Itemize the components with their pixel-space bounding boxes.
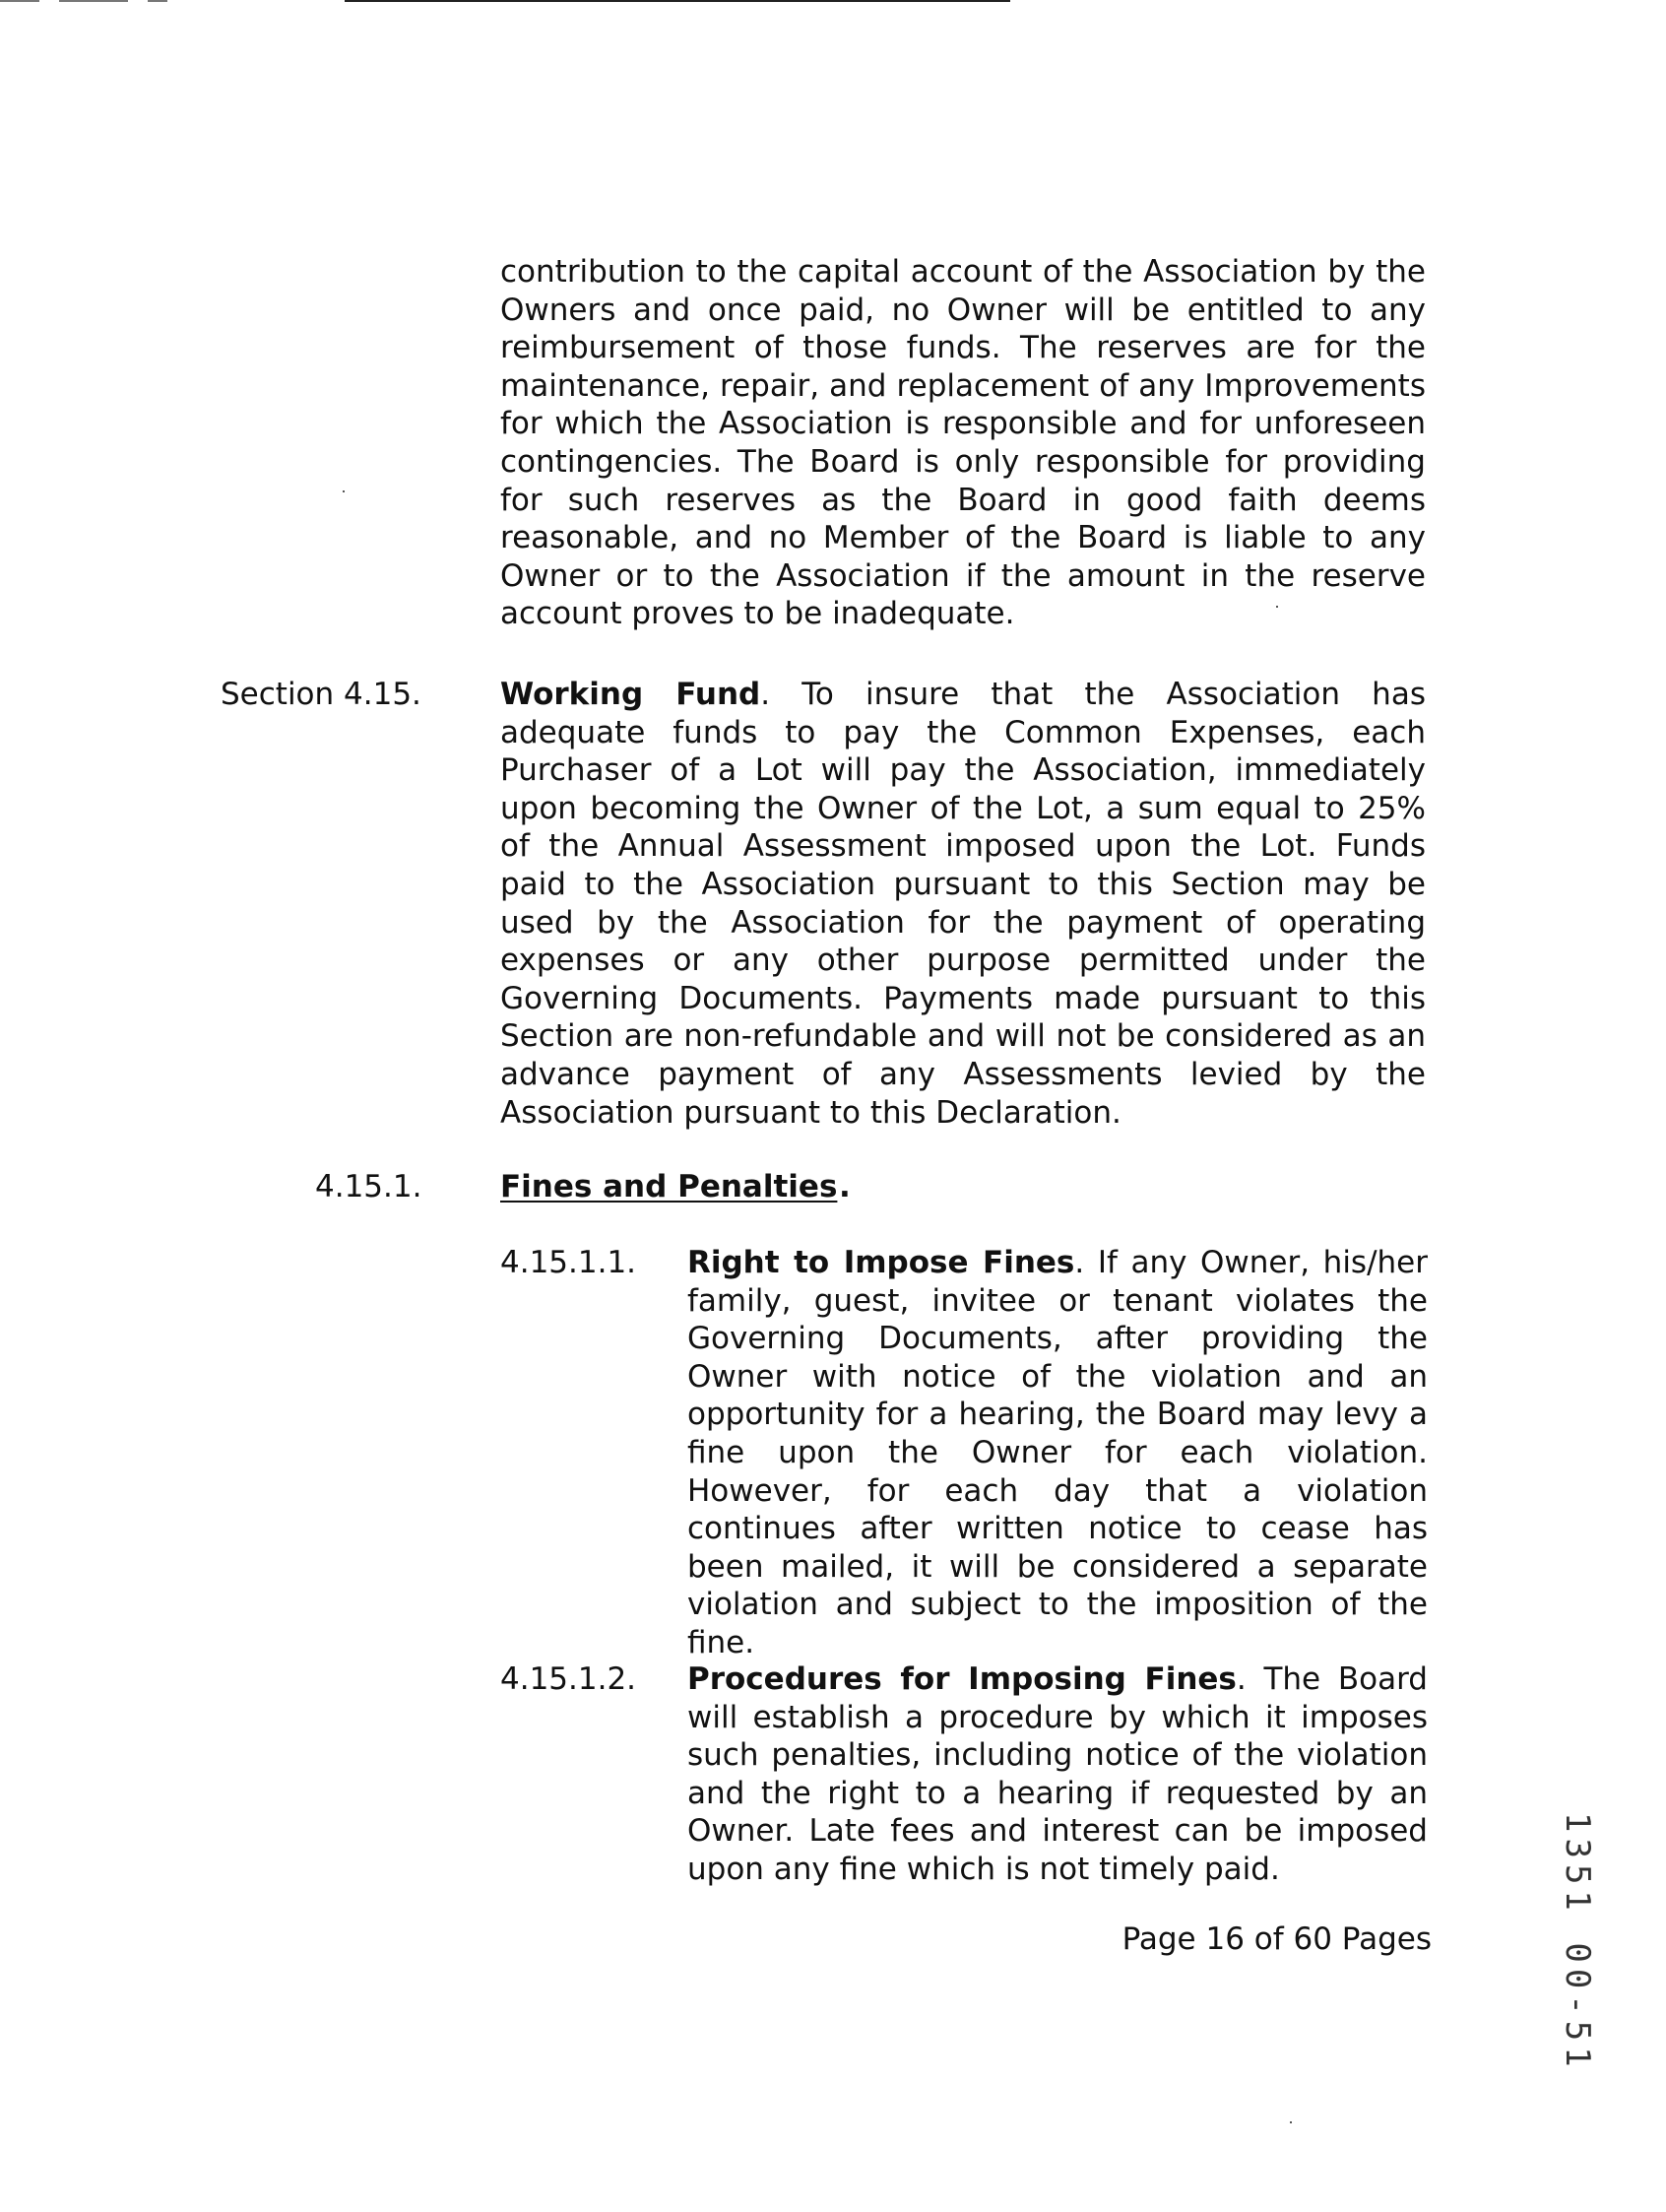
top-rule <box>345 0 1010 2</box>
section-4-15-1-heading: Fines and Penalties <box>500 1169 838 1204</box>
section-4-15-1-2-body: . The Board will establish a procedure by which it imposes such penalties, including notice of the violation and the right to a hearing if requested by an Owner. Late fees and interest can be imposed upon any fine which is not timely paid. <box>687 1661 1428 1887</box>
section-4-15-1-heading-period: . <box>839 1169 851 1204</box>
section-4-15-1-2-title: Procedures for Imposing Fines <box>687 1661 1237 1697</box>
scan-speck <box>1276 606 1278 608</box>
top-scan-marks <box>0 0 197 4</box>
section-4-15-label: Section 4.15. <box>221 677 421 712</box>
scan-speck <box>343 490 345 492</box>
section-4-15-body: . To insure that the Association has adequate funds to pay the Common Expenses, each Purchaser of a Lot will pay the Association, immediately upon becoming the Owner of the Lot, a sum equal to 25% of the Annual Assessment imposed upon the Lot. Funds paid to the Association pursuant to this Section may be used by the Association for the payment of operating expenses or any other purpose permitted under the Governing Documents. Payments made pursuant to this Section are non-refundable and will not be considered as an advance payment of any Assessments levied by the Association pursuant to this Declaration. <box>500 677 1426 1131</box>
recording-stamp-text: 1351 00-51 <box>1558 1812 1597 2073</box>
section-4-15-1-1-body: . If any Owner, his/her family, guest, invitee or tenant violates the Governing Documents, after providing the Owner with notice of the violation and an opportunity for a hearing, the Board may levy a fine upon the Owner for each violation. However, for each day that a violation continues after written notice to cease has been mailed, it will be considered a separate violation and subject to the imposition of the fine. <box>687 1245 1428 1660</box>
section-4-15-1-2-paragraph <box>687 1660 1428 1889</box>
section-4-15-1-1-paragraph <box>687 1244 1428 1662</box>
section-4-15-paragraph <box>500 676 1426 1132</box>
section-4-15-1-1-title: Right to Impose Fines <box>687 1245 1075 1280</box>
section-4-15-1-2-label: 4.15.1.2. <box>500 1661 637 1697</box>
scan-speck <box>1290 2121 1292 2123</box>
intro-paragraph: contribution to the capital account of the Association by the Owners and once paid, no Owner will be entitled to any reimbursement of those funds. The reserves are for the maintenance, repair, and replacement of any Improvements for which the Association is responsible and for unforeseen contingencies. The Board is only responsible for providing for such reserves as the Board in good faith deems reasonable, and no Member of the Board is liable to any Owner or to the Association if the amount in the reserve account proves to be inadequate. <box>500 254 1426 632</box>
section-4-15-1-label: 4.15.1. <box>315 1169 422 1204</box>
page-number-footer: Page 16 of 60 Pages <box>1121 1921 1432 1957</box>
section-4-15-title: Working Fund <box>500 677 761 712</box>
section-4-15-1-1-label: 4.15.1.1. <box>500 1245 637 1280</box>
